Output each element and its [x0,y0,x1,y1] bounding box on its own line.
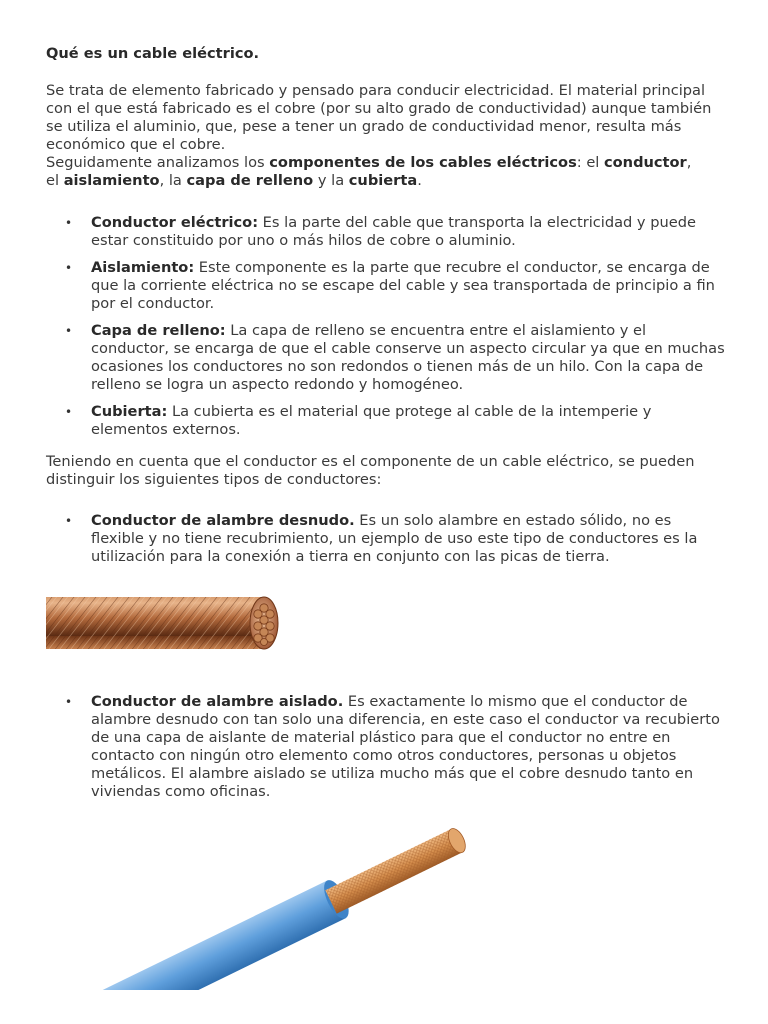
intro-text-part: y la [313,172,349,189]
intro-text-part: , la [159,172,187,189]
list-item-text: La capa de relleno se encuentra entre el aislamiento y el conductor, se encarga de que el cable conserve un aspecto circular ya que en muchas ocasiones los conductores no son redondos o tienen más de un hilo. Con la capa de relleno se logra un aspecto redondo y homogéneo. [91,322,725,393]
components-list [46,214,726,439]
list-item-term: Conductor de alambre aislado. [91,693,344,710]
intro-bold-conductor: conductor [604,154,687,171]
intro-bold-cubierta: cubierta [348,172,418,189]
intro-paragraph [46,82,726,190]
list-item-text: La cubierta es el material que protege al cable de la intemperie y elementos externos. [91,403,652,438]
list-item-term: Conductor de alambre desnudo. [91,512,355,529]
types-list-1 [46,512,726,566]
intro-bold-aislamiento: aislamiento [63,172,160,189]
list-item-term: Aislamiento: [91,259,195,276]
intro-bold-relleno: capa de relleno [186,172,314,189]
intro-text: Se trata de elemento fabricado y pensado para conducir electricidad. El material principal con el que está fabricado es el cobre (por su alto grado de conductividad) aunque también se utiliza el aluminio, que, pese a tener un grado de conductividad menor, resulta más económico que el cobre. [46,82,712,153]
intro-text-part: Seguidamente analizamos los [46,154,270,171]
intro-text-part: : el [576,154,604,171]
list-item-text: Este componente es la parte que recubre el conductor, se encarga de que la corriente eléctrica no se escape del cable y sea transportada de principio a fin por el conductor. [91,259,715,312]
list-item-term: Capa de relleno: [91,322,226,339]
page-title: Qué es un cable eléctrico. [46,45,260,62]
types-list-2 [46,693,726,801]
intro-bold-components: componentes de los cables eléctricos [269,154,577,171]
list-item [46,512,726,566]
list-item [46,403,726,439]
list-item [46,214,726,250]
intro-text-part: . [417,172,422,189]
list-item-term: Cubierta: [91,403,168,420]
list-item-text: Es la parte del cable que transporta la electricidad y puede estar constituido por uno o más hilos de cobre o aluminio. [91,214,696,249]
intro-text-part: el [46,172,64,189]
list-item [46,322,726,394]
list-item-text: Es exactamente lo mismo que el conductor de alambre desnudo con tan solo una diferencia, en este caso el conductor va recubierto de una capa de aislante de material plástico para que el conductor no entre en contacto con ningún otro elemento como otros conductores, personas u objetos metálicos. El alambre aislado se utiliza mucho más que el cobre desnudo tanto en viviendas como oficinas. [91,693,720,800]
list-item-text: Es un solo alambre en estado sólido, no es flexible y no tiene recubrimiento, un ejemplo de uso este tipo de conductores es la utilización para la conexión a tierra en conjunto con las picas de tierra. [91,512,698,565]
insulated-wire-image [100,826,490,990]
types-intro-paragraph: Teniendo en cuenta que el conductor es el componente de un cable eléctrico, se pueden distinguir los siguientes tipos de conductores: [46,453,695,488]
list-item-term: Conductor eléctrico: [91,214,259,231]
bare-copper-wire-image [46,576,302,668]
intro-text-part: , [686,154,692,171]
list-item [46,693,726,801]
list-item [46,259,726,313]
